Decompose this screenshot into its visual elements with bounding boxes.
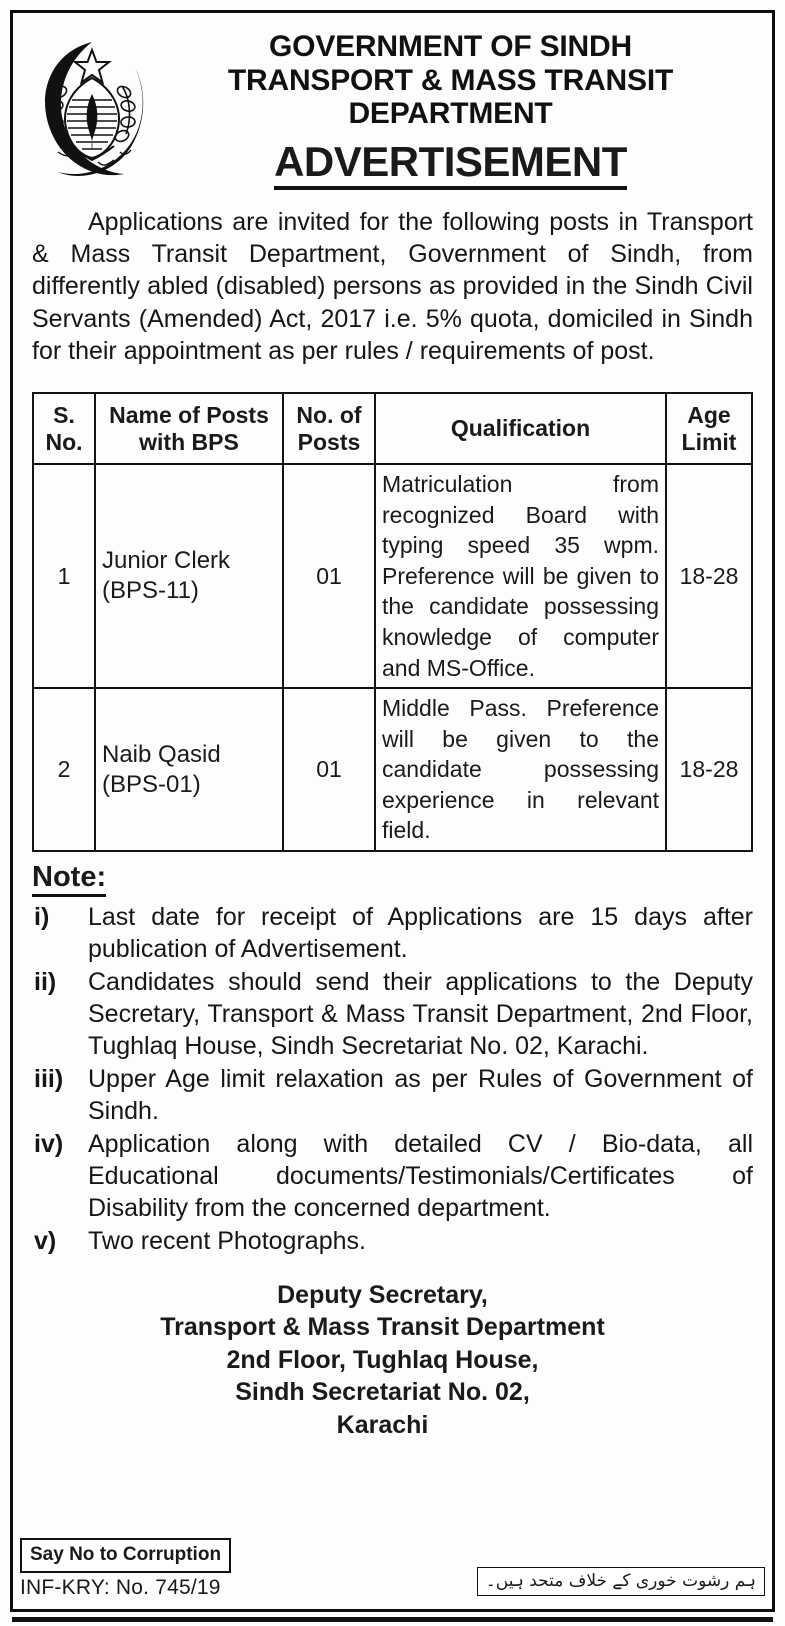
signatory-city: Karachi [336,1410,429,1439]
note-marker: iii) [34,1064,64,1093]
cell-post-name [95,464,283,688]
cell-qualification [375,464,666,688]
government-of-sindh-emblem-icon [32,30,152,189]
document-header [32,22,753,190]
column-header-number-of-posts [283,393,375,464]
org-title-line-2: TRANSPORT & MASS TRANSIT [227,63,674,97]
list-item [32,1063,753,1127]
list-item [32,1128,753,1224]
cell-number-of-posts: 01 [283,464,375,688]
advertisement-heading: ADVERTISEMENT [274,139,627,190]
post-name-header-line-2: with BPS [139,428,239,455]
column-header-post-name [95,393,283,464]
footer-left [20,1538,231,1600]
note-heading: Note: [32,862,106,897]
list-item [32,901,753,965]
note-text: Candidates should send their applications to the Deputy Secretary, Transport & Mass Transit Department, 2nd Floor, Tughlaq House, Sindh Secretariat No. 02, Karachi. [88,967,753,1060]
post-bps: (BPS-11) [102,577,199,605]
note-text: Upper Age limit relaxation as per Rules of Government of Sindh. [88,1064,753,1125]
note-marker: iv) [34,1129,64,1158]
qualification-text-tail: knowledge of computer and MS-Office. [382,623,659,681]
intro-paragraph: Applications are invited for the following posts in Transport & Mass Transit Department, Government of Sindh, from differently abled (disabled) persons as provided in the Sindh Civil Servants (Amended) Act, 2017 i.e. 5% quota, domiciled in Sindh for their appointment as per rules / requirements of post. [32,207,753,365]
qualification-text: Matriculation from recognized Board with typing speed 35 wpm. Preference will be given to the candidate possessing [382,471,659,620]
org-title-line-3: DEPARTMENT [348,97,553,131]
note-section [32,852,753,1257]
post-title: Junior Clerk [102,547,231,575]
note-list [32,901,753,1257]
age-limit-header-line-2: Limit [681,428,737,455]
cell-serial-number: 1 [33,464,95,688]
serial-header-line-1: S. [53,402,75,429]
column-header-serial-number [33,393,95,464]
post-title: Naib Qasid [102,740,221,768]
cell-qualification [375,688,666,851]
signatory-address-line-1: 2nd Floor, Tughlaq House, [226,1345,539,1374]
signature-block [32,1279,753,1442]
urdu-anti-corruption-slogan: ہم رشوت خوری کے خلاف متحد ہیں۔ [477,1567,765,1596]
signatory-designation: Deputy Secretary, [277,1280,488,1309]
document-footer [20,1538,765,1600]
cell-number-of-posts: 01 [283,688,375,851]
post-name-header-line-1: Name of Posts [109,402,269,429]
posts-table [32,392,753,852]
cell-serial-number: 2 [33,688,95,851]
footer-rule [12,1617,773,1622]
note-text: Application along with detailed CV / Bio-data, all Educational documents/Testimonials/Certificates of Disability from the concerned department. [88,1129,753,1222]
serial-header-line-2: No. [45,428,83,455]
anti-corruption-slogan-badge: Say No to Corruption [20,1538,231,1573]
cell-post-name [95,688,283,851]
no-of-posts-header-line-2: Posts [297,428,361,455]
inf-reference-number: INF-KRY: No. 745/19 [20,1576,221,1599]
signatory-address-line-2: Sindh Secretariat No. 02, [235,1378,530,1407]
age-limit-header-line-1: Age [687,402,731,429]
column-header-age-limit [666,393,752,464]
column-header-qualification: Qualification [375,393,666,464]
list-item [32,1225,753,1257]
signatory-department: Transport & Mass Transit Department [160,1313,605,1342]
note-text: Last date for receipt of Applications are 15 days after publication of Advertisement. [88,902,753,963]
qualification-text: Middle Pass. Preference will be given to the candidate possessing experience [382,695,659,813]
cell-age-limit: 18-28 [666,464,752,688]
org-title-line-1: GOVERNMENT OF SINDH [269,30,632,63]
footer-right [477,1567,765,1600]
cell-age-limit: 18-28 [666,688,752,851]
no-of-posts-header-line-1: No. of [296,402,362,429]
note-marker: v) [34,1226,57,1255]
list-item [32,966,753,1062]
table-header-row [33,393,752,464]
note-text: Two recent Photographs. [88,1226,366,1255]
table-row [33,688,752,851]
note-marker: i) [34,902,50,931]
qualification-text-tail: in relevant field. [382,786,659,844]
table-row [33,464,752,688]
post-bps: (BPS-01) [102,770,201,798]
note-marker: ii) [34,967,57,996]
